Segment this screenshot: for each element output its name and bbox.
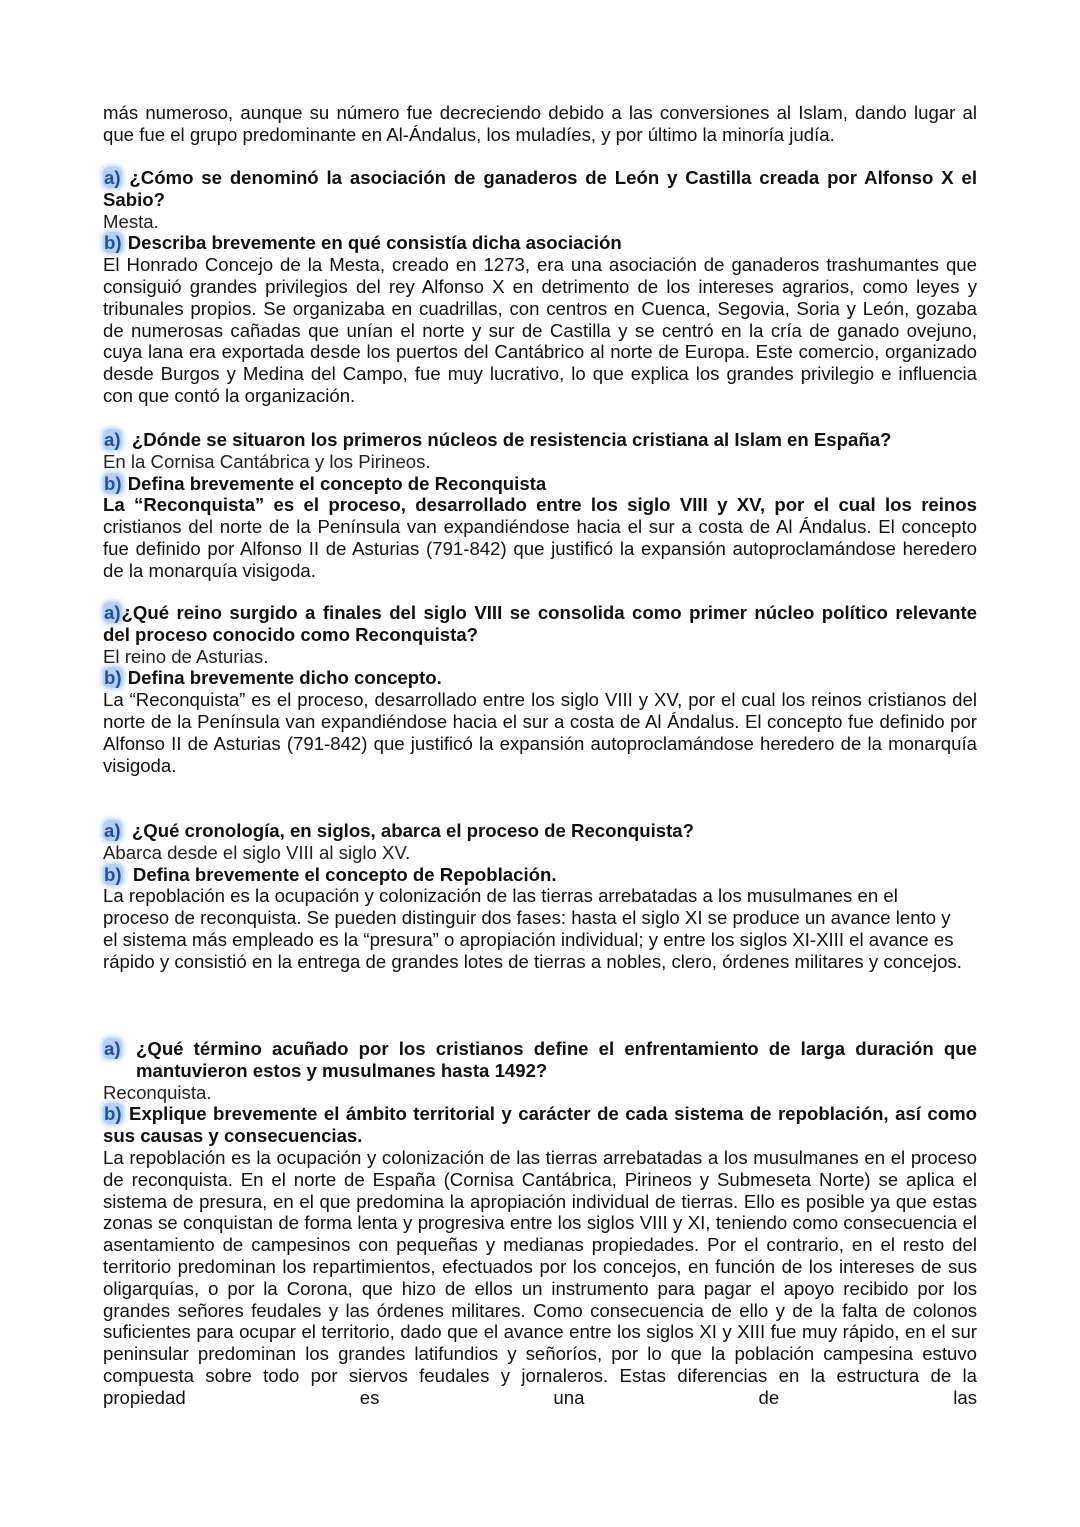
question-block-5 — [103, 1038, 977, 1409]
label-b-highlight: b) — [104, 667, 122, 689]
answer-b-bold: La “Reconquista” es el proceso, desarrollado entre los siglo VIII y XV, por el cual los reinos — [103, 494, 977, 516]
question-block-3 — [103, 602, 977, 776]
question-a-text: ¿Qué término acuñado por los cristianos define el enfrentamiento de larga duración que mantuvieron estos y musulmanes hasta 1492? — [136, 1038, 977, 1081]
label-b-highlight: b) — [104, 232, 122, 254]
question-b-text: Describa brevemente en qué consistía dicha asociación — [127, 232, 622, 254]
question-block-1 — [103, 167, 977, 407]
answer-a: Reconquista. — [103, 1081, 212, 1103]
answer-b: La “Reconquista” es el proceso, desarrollado entre los siglo VIII y XV, por el cual los reinos cristianos del norte de la Península van expandiéndose hacia el sur a costa de Al Ándalus. El concepto fue definido por Alfonso II de Asturias (791-842) que justificó la expansión autoproclamándose heredero de la monarquía visigoda. — [103, 689, 977, 776]
answer-b: La repoblación es la ocupación y colonización de las tierras arrebatadas a los musulmanes en el proceso de reconquista. En el norte de España (Cornisa Cantábrica, Pirineos y Submeseta Norte) se aplica el sistema de presura, en el que predomina la apropiación individual de tierras. Ello es posible ya que estas zonas se conquistan de forma lenta y progresiva entre los siglos VIII y XI, teniendo como consecuencia el asentamiento de campesinos con pequeñas y medianas propiedades. Por el contrario, en el resto del territorio predominan los repartimientos, efectuados por los concejos, en función de los intereses de sus oligarquías, o por la Corona, que hizo de ellos un instrumento para pagar el apoyo recibido por los grandes señores feudales y las órdenes militares. Como consecuencia de ello y de la falta de colonos suficientes para ocupar el territorio, dado que el avance entre los siglos XI y XIII fue muy rápido, en el sur peninsular predominan los grandes latifundios y señoríos, por lo que la población campesina estuvo compuesta sobre todo por siervos feudales y jornaleros. Estas diferencias en la estructura de la propiedad es una de las — [103, 1146, 977, 1408]
label-a-highlight: a) — [104, 602, 121, 623]
answer-a: El reino de Asturias. — [103, 645, 269, 667]
label-a-highlight: a) — [104, 167, 121, 188]
question-b-text: Defina brevemente dicho concepto. — [127, 667, 442, 689]
question-block-4 — [103, 820, 977, 973]
answer-b — [103, 494, 977, 581]
question-b — [103, 667, 977, 689]
label-a-highlight: a) — [104, 1038, 121, 1059]
question-b — [103, 473, 977, 495]
question-a-text: ¿Dónde se situaron los primeros núcleos de resistencia cristiana al Islam en España? — [131, 429, 892, 450]
question-b-text: Defina brevemente el concepto de Reconquista — [127, 472, 547, 494]
question-block-2 — [103, 429, 977, 582]
question-a-text: ¿Cómo se denominó la asociación de ganaderos de León y Castilla creada por Alfonso X el Sabio? — [103, 167, 977, 210]
intro-paragraph: más numeroso, aunque su número fue decreciendo debido a las conversiones al Islam, dando lugar al que fue el grupo predominante en Al-Ándalus, los muladíes, y por último la minoría judía. — [103, 102, 977, 145]
question-b-text: Explique brevemente el ámbito territorial y carácter de cada sistema de repoblación, así como sus causas y consecuencias. — [103, 1103, 977, 1147]
label-a-highlight: a) — [104, 820, 121, 841]
question-a — [103, 602, 977, 646]
question-a — [103, 167, 977, 211]
question-a-text: ¿Qué cronología, en siglos, abarca el proceso de Reconquista? — [131, 820, 694, 841]
question-b-text: Defina brevemente el concepto de Repoblación. — [132, 863, 557, 885]
answer-b: La repoblación es la ocupación y colonización de las tierras arrebatadas a los musulmanes en el proceso de reconquista. Se pueden distinguir dos fases: hasta el siglo XI se produce un avance lento y el sistema más empleado es la “presura” o apropiación individual; y entre los siglos XI-XIII el avance es rápido y consistió en la entrega de grandes lotes de tierras a nobles, clero, órdenes militares y concejos. — [103, 885, 962, 972]
question-a — [103, 820, 977, 842]
answer-a: Mesta. — [103, 210, 159, 232]
question-a-text: ¿Qué reino surgido a finales del siglo VIII se consolida como primer núcleo político relevante del proceso conocido como Reconquista? — [103, 602, 977, 645]
question-b — [103, 864, 977, 886]
label-a-highlight: a) — [104, 429, 121, 450]
answer-b: El Honrado Concejo de la Mesta, creado en 1273, era una asociación de ganaderos trashumantes que consiguió grandes privilegios del rey Alfonso X en detrimento de los intereses agrarios, como leyes y tribunales propios. Se organizaba en cuadrillas, con centros en Cuenca, Segovia, Soria y León, gozaba de numerosas cañadas que unían el norte y sur de Castilla y se centró en la cría de ganado ovejuno, cuya lana era exportada desde los puertos del Cantábrico al norte de Europa. Este comercio, organizado desde Burgos y Medina del Campo, fue muy lucrativo, lo que explica los grandes privilegio e influencia con que contó la organización. — [103, 254, 977, 406]
question-a — [103, 429, 977, 451]
question-b — [103, 1103, 977, 1147]
answer-b-text: cristianos del norte de la Península van expandiéndose hacia el sur a costa de Al Ándalus. El concepto fue definido por Alfonso II de Asturias (791-842) que justificó la expansión autoproclamándose heredero de la monarquía visigoda. — [103, 516, 977, 581]
label-b-highlight: b) — [104, 472, 122, 494]
label-b-highlight: b) — [104, 863, 122, 885]
question-a — [103, 1038, 977, 1082]
answer-a: En la Cornisa Cantábrica y los Pirineos. — [103, 450, 431, 472]
question-b — [103, 232, 977, 254]
answer-a: Abarca desde el siglo VIII al siglo XV. — [103, 841, 411, 863]
label-b-highlight: b) — [104, 1103, 122, 1125]
